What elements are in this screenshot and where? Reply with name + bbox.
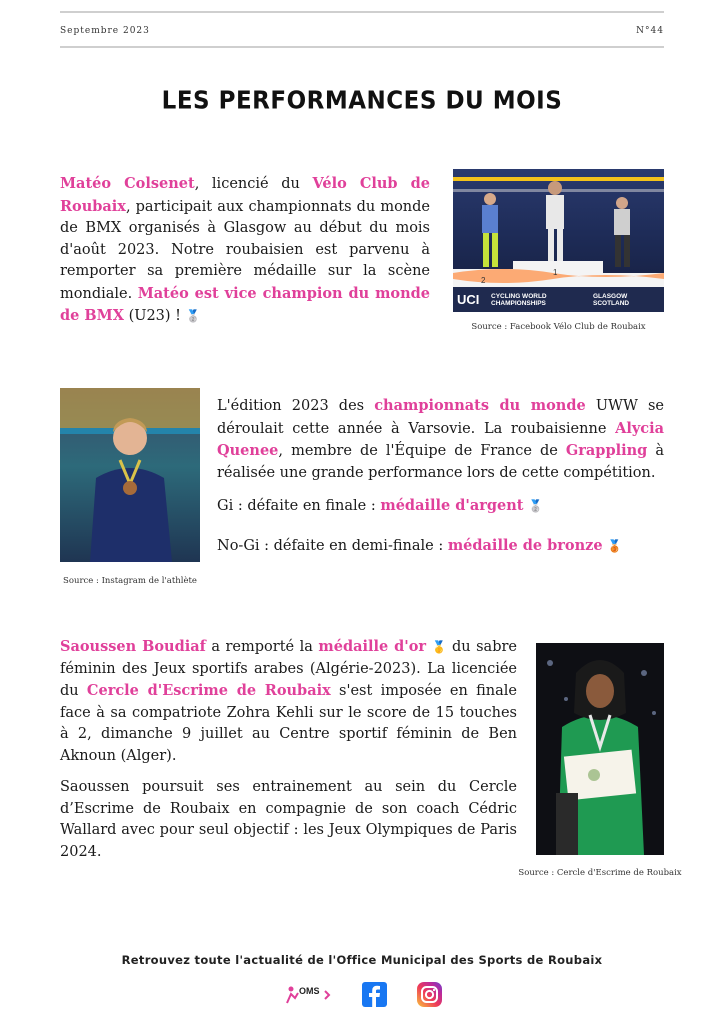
fencer-illustration bbox=[536, 643, 664, 855]
oms-logo-text: OMS bbox=[299, 986, 320, 996]
achievement-highlight: Matéo est vice champion du monde de BMX bbox=[60, 284, 430, 324]
instagram-icon bbox=[417, 982, 442, 1007]
podium-illustration bbox=[453, 169, 664, 312]
event-name: championnats du monde bbox=[374, 397, 586, 414]
result-gi: Gi : défaite en finale : médaille d'argent 🥈 bbox=[217, 495, 664, 518]
page-title: LES PERFORMANCES DU MOIS bbox=[161, 86, 563, 116]
silver-medal-icon: 🥈 bbox=[528, 499, 544, 513]
facebook-link[interactable] bbox=[362, 982, 387, 1007]
banner-glasgow: GLASGOW SCOTLAND bbox=[593, 293, 630, 307]
svg-text:1: 1 bbox=[553, 268, 558, 277]
section-saoussen-text: Saoussen Boudiaf a remporté la médaille d'or 🥇 du sabre féminin des Jeux sportifs arabes (Algérie-2023). La licenciée du Cercle d'Escrime de Roubaix s'est imposée en finale face à sa compatriote Zohra Kehli sur le score de 15 touches à 2, dimanche 9 juillet au Centre sportif féminin de Ben Aknoun (Alger). bbox=[60, 638, 517, 764]
bronze-medal-text: médaille de bronze bbox=[447, 537, 603, 554]
bronze-medal-icon: 🥉 bbox=[607, 539, 623, 553]
grappling-athlete-photo bbox=[60, 388, 200, 562]
issue-number: N°44 bbox=[636, 26, 664, 36]
photo-caption-mateo: Source : Facebook Vélo Club de Roubaix bbox=[471, 322, 646, 332]
silver-medal-text: médaille d'argent bbox=[380, 497, 524, 514]
section-alycia-text: L'édition 2023 des championnats du monde UWW se déroulait cette année à Varsovie. La roubaisienne Alycia Quenee, membre de l'Équipe de France de Grappling à réalisée une grande performance lors de cette compétition. bbox=[217, 397, 664, 481]
banner-championships: CYCLING WORLD CHAMPIONSHIPS bbox=[491, 293, 547, 307]
club-name: Vélo Club de Roubaix bbox=[60, 175, 430, 215]
photo-caption-saoussen: Source : Cercle d'Escrime de Roubaix bbox=[518, 868, 682, 878]
issue-date: Septembre 2023 bbox=[60, 26, 150, 36]
uci-logo: UCI bbox=[457, 292, 480, 307]
svg-text:2: 2 bbox=[481, 276, 486, 285]
oms-logo-link[interactable] bbox=[284, 983, 334, 1007]
header-rule bbox=[60, 46, 664, 48]
athlete-illustration bbox=[60, 388, 200, 562]
gold-medal-icon: 🥇 bbox=[431, 640, 447, 654]
facebook-icon bbox=[362, 982, 387, 1007]
section-mateo-text: Matéo Colsenet, licencié du Vélo Club de Roubaix, participait aux championnats du monde de BMX organisés à Glasgow au début du mois d'août 2023. Notre roubaisien est parvenu à remporter sa première médaille sur la scène mondiale. Matéo est vice champion du monde de BMX (U23) ! 🥈 bbox=[60, 173, 430, 328]
fencer-photo bbox=[536, 643, 664, 855]
photo-caption-alycia: Source : Instagram de l'athlète bbox=[63, 576, 197, 586]
footer-text: Retrouvez toute l'actualité de l'Office Municipal des Sports de Roubaix bbox=[121, 953, 603, 967]
section-saoussen-goal: Saoussen poursuit ses entrainement au sein du Cercle d’Escrime de Roubaix en compagnie de son coach Cédric Wallard avec pour seul objectif : les Jeux Olympiques de Paris 2024. bbox=[60, 779, 517, 860]
athlete-name: Alycia Quenee bbox=[217, 419, 664, 459]
bmx-podium-photo bbox=[453, 169, 664, 312]
result-nogi: No-Gi : défaite en demi-finale : médaille de bronze 🥉 bbox=[217, 535, 664, 558]
sport-name: Grappling bbox=[565, 442, 648, 459]
gold-medal-text: médaille d'or bbox=[318, 638, 427, 655]
club-name: Cercle d'Escrime de Roubaix bbox=[86, 682, 331, 699]
silver-medal-icon: 🥈 bbox=[185, 309, 201, 323]
athlete-name: Matéo Colsenet bbox=[60, 175, 195, 192]
athlete-name: Saoussen Boudiaf bbox=[60, 638, 206, 655]
instagram-link[interactable] bbox=[417, 982, 442, 1007]
top-rule bbox=[60, 11, 664, 13]
